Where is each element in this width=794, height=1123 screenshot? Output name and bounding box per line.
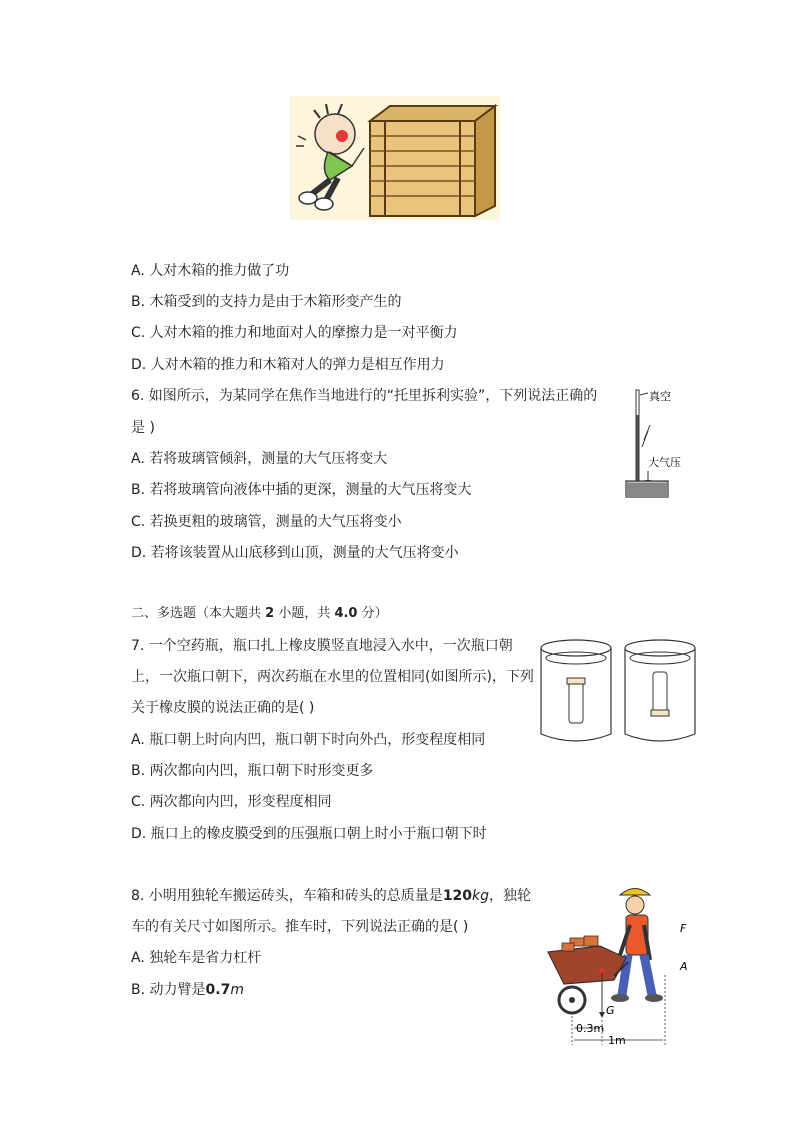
- mass-value: 120: [442, 888, 473, 904]
- mass-unit: kg: [472, 888, 490, 904]
- torricelli-figure: [618, 385, 698, 505]
- gravity-G-label: G: [606, 1004, 615, 1017]
- q6-option-d: D. 若将该装置从山底移到山顶，测量的大气压将变小: [131, 545, 459, 561]
- q5-option-c: C. 人对木箱的推力和地面对人的摩擦力是一对平衡力: [131, 325, 458, 341]
- q8-stem-line1: 8. 小明用独轮车搬运砖头，车箱和砖头的总质量是120kg，独轮: [131, 888, 532, 904]
- q6-option-c: C. 若换更粗的玻璃管，测量的大气压将变小: [131, 514, 402, 530]
- q8-option-a: A. 独轮车是省力杠杆: [131, 950, 262, 966]
- point-A-label: A: [680, 960, 688, 973]
- q5-option-d: D. 人对木箱的推力和木箱对人的弹力是相互作用力: [131, 357, 445, 373]
- q7-option-d: D. 瓶口上的橡皮膜受到的压强瓶口朝上时小于瓶口朝下时: [131, 826, 487, 842]
- dim-0-3m: 0.3m: [576, 1022, 605, 1035]
- arm-value: 0.7: [205, 982, 231, 998]
- beaker-left: [541, 640, 611, 741]
- q7-stem-line2: 上，一次瓶口朝下，两次药瓶在水里的位置相同(如图所示)，下列: [131, 669, 534, 685]
- q8-stem-line2: 车的有关尺寸如图所示。推车时，下列说法正确的是( ): [131, 919, 469, 935]
- section2-heading: 二、多选题（本大题共 2 小题，共 4.0 分）: [131, 606, 388, 621]
- q6-stem-line2: 是 ): [131, 420, 155, 436]
- q7-stem-line3: 关于橡皮膜的说法正确的是( ): [131, 700, 315, 716]
- dim-1m: 1m: [608, 1034, 626, 1047]
- beaker-right: [625, 640, 695, 741]
- q8-option-b: B. 动力臂是0.7m: [131, 982, 244, 998]
- pushing-box-figure: [290, 96, 500, 220]
- atm-label: 大气压: [648, 456, 681, 469]
- force-F-label: F: [680, 922, 687, 935]
- q5-option-a: A. 人对木箱的推力做了功: [131, 263, 290, 279]
- worker: [611, 889, 663, 1003]
- q5-option-b: B. 木箱受到的支持力是由于木箱形变产生的: [131, 294, 402, 310]
- wheelbarrow-figure: [540, 880, 700, 1050]
- q7-option-a: A. 瓶口朝上时向内凹，瓶口朝下时向外凸，形变程度相同: [131, 732, 486, 748]
- q6-option-b: B. 若将玻璃管向液体中插的更深，测量的大气压将变大: [131, 482, 472, 498]
- medicine-bottle-figure: [538, 636, 698, 746]
- q6-option-a: A. 若将玻璃管倾斜，测量的大气压将变大: [131, 451, 388, 467]
- q7-option-b: B. 两次都向内凹，瓶口朝下时形变更多: [131, 763, 374, 779]
- q6-stem-line1: 6. 如图所示，为某同学在焦作当地进行的“托里拆利实验”，下列说法正确的: [131, 388, 598, 404]
- q7-stem-line1: 7. 一个空药瓶，瓶口扎上橡皮膜竖直地浸入水中，一次瓶口朝: [131, 638, 513, 654]
- wooden-box: [370, 106, 495, 216]
- arm-unit: m: [230, 982, 244, 998]
- q7-option-c: C. 两次都向内凹，形变程度相同: [131, 794, 332, 810]
- vacuum-label: 真空: [649, 390, 671, 403]
